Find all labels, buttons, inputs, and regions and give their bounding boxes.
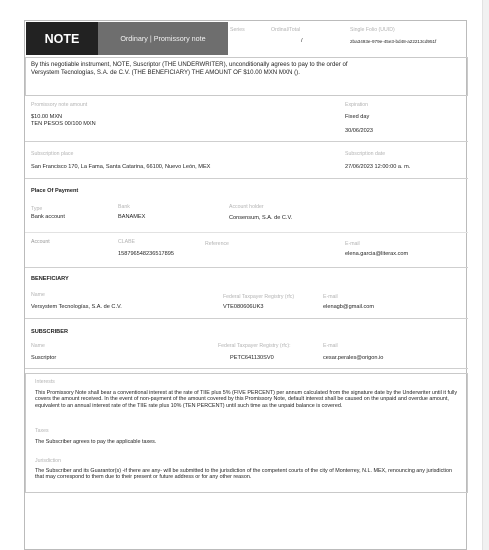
subscriber-email-value: cesar.perales@origon.io — [323, 355, 384, 361]
amount-words: TEN PESOS 00/100 MXN — [31, 121, 96, 127]
jurisdiction-text: The Subscriber and its Guarantor(s) -if there are any- will be submitted to the jurisdiction of the competent courts of the city of Monterrey, N.L. MEX, renouncing any jurisdiction that may correspond to them due to their present or future address or for any other reason. — [35, 468, 452, 480]
divider — [25, 267, 468, 268]
jurisdiction-label: Jurisdiction — [35, 458, 61, 464]
payment-email-value: elena.garcia@literax.com — [345, 251, 409, 257]
payment-type-value: Bank account — [31, 214, 65, 220]
beneficiary-rfc-label: Federal Taxpayer Registry (rfc) — [223, 294, 295, 300]
intro-line-2: Versystem Tecnologías, S.A. de C.V. (THE BENEFICIARY) THE AMOUNT OF $10.00 MXN MXN (). — [31, 69, 300, 76]
expiration-label: Expiration — [345, 102, 369, 108]
place-of-payment-title: Place Of Payment — [31, 188, 79, 194]
subscriber-rfc-label: Federal Taxpayer Registry (rfc): — [218, 343, 291, 349]
subscription-place-label: Subscription place — [31, 151, 74, 157]
divider — [25, 178, 468, 179]
subscriber-title: SUBSCRIBER — [31, 329, 68, 335]
reference-label: Reference — [205, 241, 229, 247]
interests-label: Interests — [35, 379, 55, 385]
subscription-date-value: 27/06/2023 12:00:00 a. m. — [345, 164, 411, 170]
payment-email-label: E-mail — [345, 241, 360, 247]
beneficiary-email-label: E-mail — [323, 294, 338, 300]
note-title: NOTE — [26, 22, 98, 55]
interests-text: This Promissory Note shall bear a conventional interest at the rate of TIIE plus 5% (FIVE PERCENT) per annum calculated from the signature date by the Underwriter until it fully covers the amount received. In the event of non-payment of the amount covered by this Promissory Note, default interest shall be caused on the unpaid and overdue amount, equivalent to an annual interest rate of the TIIE rate plus 10% (TEN PERCENT) until such time as the unpaid balance is covered. — [35, 390, 458, 409]
subscriber-rfc-value: PETC641130SV0 — [230, 355, 274, 361]
beneficiary-email-value: elenagb@gmail.com — [323, 304, 375, 310]
folio-label: Single Folio (UUID) — [350, 27, 395, 33]
beneficiary-rfc-value: VTE080606UK3 — [223, 304, 264, 310]
subscription-date-label: Subscription date — [345, 151, 386, 157]
subscriber-name-value: Suscriptor — [31, 355, 57, 361]
bank-value: BANAMEX — [118, 214, 146, 220]
divider — [25, 368, 468, 369]
ordinal-label: Ordinal/Total — [271, 27, 301, 33]
bank-label: Bank — [118, 204, 130, 210]
intro-text — [31, 61, 348, 77]
divider — [25, 141, 468, 142]
divider — [25, 232, 468, 233]
clabe-value: 158796548236517895 — [118, 251, 174, 257]
vertical-scrollbar[interactable] — [482, 0, 489, 550]
payment-type-label: Type — [31, 206, 43, 212]
expiration-type: Fixed day — [345, 114, 370, 120]
amount-label: Promissory note amount — [31, 102, 88, 108]
subscriber-name-label: Name — [31, 343, 45, 349]
subscription-place-value: San Francisco 170, La Fama, Santa Catarina, 66100, Nuevo León, MEX — [31, 164, 211, 170]
beneficiary-title: BENEFICIARY — [31, 276, 69, 282]
ordinal-value: / — [301, 38, 303, 44]
subscriber-email-label: E-mail — [323, 343, 338, 349]
folio-value: 2ba3493e-979e-45e3-bd48-a22213cd951f — [350, 39, 437, 44]
amount-value: $10.00 MXN — [31, 114, 63, 120]
beneficiary-name-label: Name — [31, 292, 45, 298]
expiration-date: 30/06/2023 — [345, 128, 373, 134]
account-label: Account — [31, 239, 50, 245]
account-holder-value: Consensum, S.A. de C.V. — [229, 215, 293, 221]
intro-line-1: By this negotiable instrument, NOTE, Suscriptor (THE UNDERWRITER), unconditionally agrees to pay to the order of — [31, 61, 348, 68]
clabe-label: CLABE — [118, 239, 136, 245]
series-label: Series — [230, 27, 245, 33]
note-subtitle: Ordinary | Promissory note — [98, 22, 228, 55]
account-holder-label: Account holder — [229, 204, 264, 210]
promissory-note-document — [24, 20, 467, 550]
beneficiary-name-value: Versystem Tecnologías, S.A. de C.V. — [31, 304, 122, 310]
divider — [25, 318, 468, 319]
taxes-text: The Subscriber agrees to pay the applicable taxes. — [35, 439, 157, 445]
taxes-label: Taxes — [35, 428, 49, 434]
